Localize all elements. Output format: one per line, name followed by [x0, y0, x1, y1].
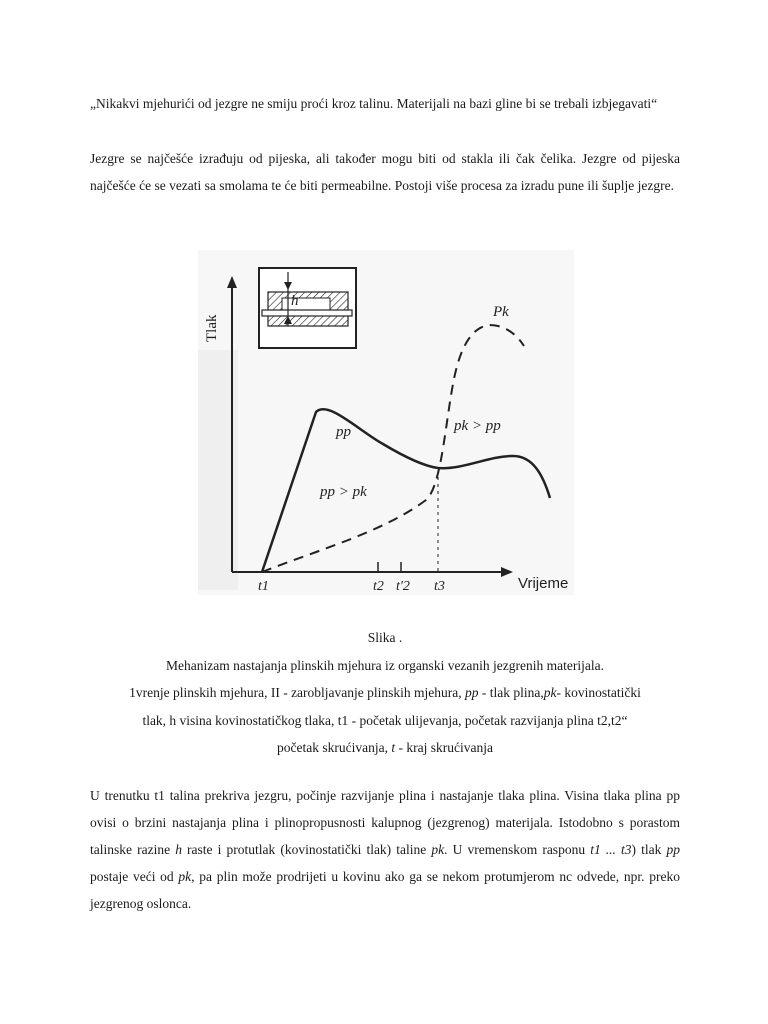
pressure-time-figure — [198, 250, 574, 595]
tick-label-t2-prime: t'2 — [396, 579, 410, 594]
figure-background — [198, 250, 574, 595]
tick-label-t2: t2 — [373, 579, 384, 594]
pk-top-label: Pk — [493, 304, 509, 320]
inset-h-label: h — [291, 293, 299, 309]
caption-title: Slika . — [367, 630, 403, 645]
quote-paragraph: „Nikakvi mjehurići od jezgre ne smiju proći kroz talinu. Materijali na bazi gline bi se trebali izbjegavati“ — [90, 96, 658, 111]
pp-label: pp — [336, 424, 351, 440]
cores-paragraph: Jezgre se najčešće izrađuju od pijeska, ali također mogu biti od stakla ili čak čelika. Jezgre od pijeska najčešće će se vezati sa smolama te će biti permeabilne. Postoji više procesa za izradu pune ili šuplje jezgre. — [90, 151, 680, 193]
caption-line-3: 1vrenje plinskih mjehura, II - zarobljavanje plinskih mjehura, pp - tlak plina,pk- kovinostatički — [129, 685, 641, 700]
caption-line-4: tlak, h visina kovinostatičkog tlaka, t1 - početak ulijevanja, početak razvijanja plina t2,t2“ — [142, 712, 628, 728]
inset-core-top — [282, 298, 330, 310]
pressure-time-diagram — [198, 250, 574, 595]
tick-label-t1: t1 — [258, 579, 269, 594]
x-axis-label: Vrijeme — [518, 575, 569, 592]
inset-core — [262, 310, 352, 316]
pk-gt-pp-label: pk > pp — [454, 418, 501, 434]
y-axis-label: Tlak — [204, 314, 220, 342]
caption-line-2: Mehanizam nastajanja plinskih mjehura iz organski vezanih jezgrenih materijala. — [166, 657, 604, 673]
tick-label-t3: t3 — [434, 579, 445, 594]
mould-inset — [259, 268, 356, 348]
explanation-paragraph: U trenutku t1 talina prekriva jezgru, počinje razvijanje plina i nastajanje tlaka plina. Visina tlaka plina pp ovisi o brzini nastajanja plina i plinopropusnosti kalupnog (jezgrenog) materijala. Istodobno s porastom talinske razine h raste i protutlak (kovinostatički tlak) taline pk. U vremenskom rasponu t1 ... t3) tlak pp postaje veći od pk, pa plin može prodrijeti u kovinu ako ga se nekom protumjerom nc odvede, npr. preko jezgrenog oslonca. — [90, 788, 680, 911]
caption-line-5: početak skrućivanja, t - kraj skrućivanja — [277, 740, 493, 755]
figure-caption — [90, 624, 680, 762]
pp-gt-pk-label: pp > pk — [320, 484, 367, 500]
